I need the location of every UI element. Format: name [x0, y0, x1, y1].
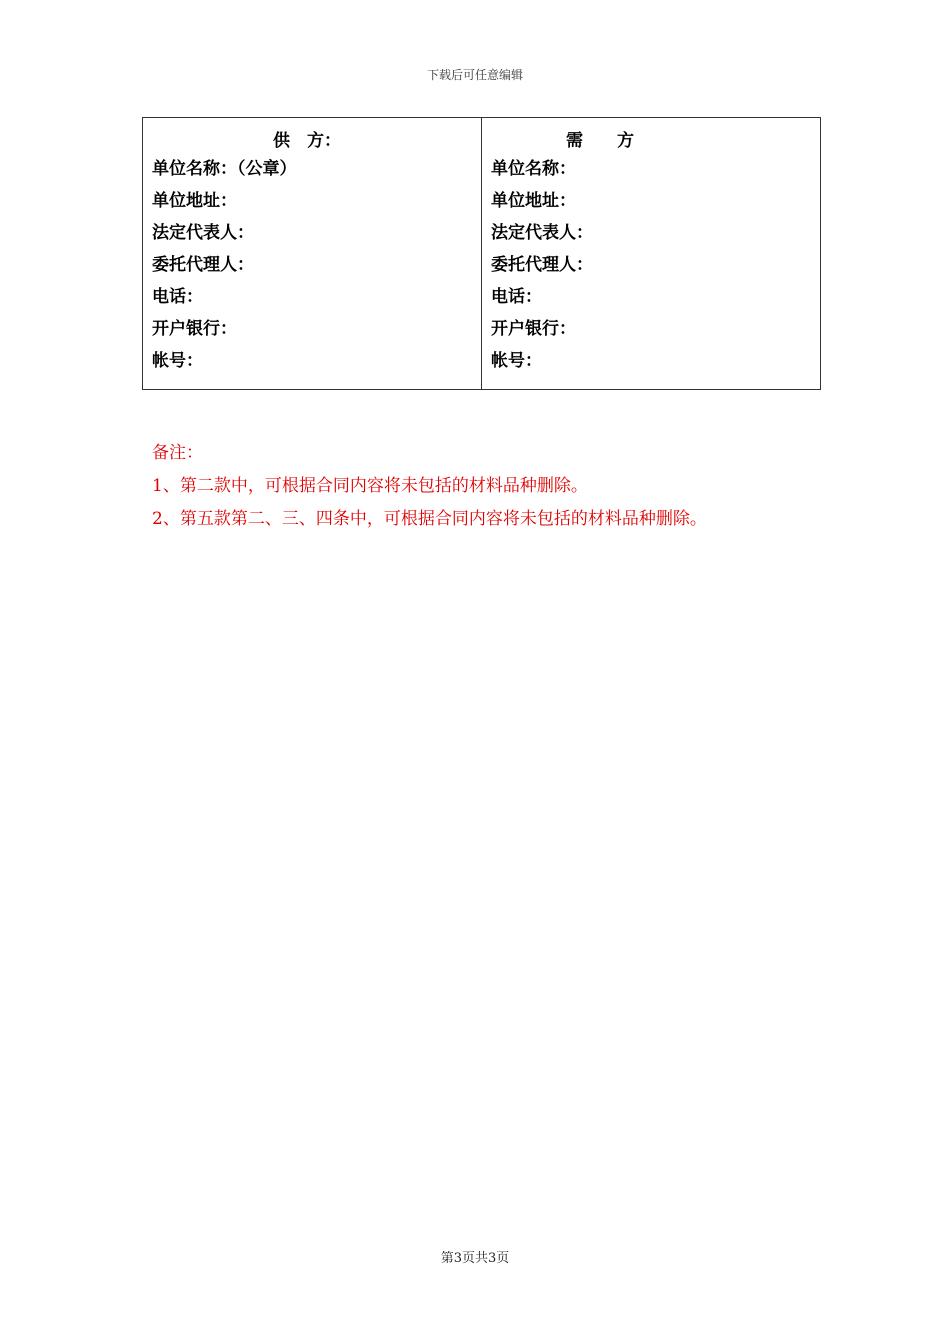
buyer-title: 需 方: [566, 131, 634, 151]
page-header: 下载后可任意编辑: [426, 68, 523, 82]
page-footer: 第3页共3页: [440, 1251, 510, 1266]
buyer-field-bank: 开户银行：: [491, 319, 576, 339]
buyer-field-legal-rep: 法定代表人：: [491, 223, 593, 243]
notes-section: [152, 440, 707, 539]
buyer-field-agent: 委托代理人：: [491, 255, 593, 275]
notes-heading: 备注：: [152, 443, 203, 463]
supplier-column: [143, 118, 481, 389]
supplier-field-address: 单位地址：: [152, 191, 237, 211]
supplier-title: 供 方：: [273, 131, 341, 151]
buyer-field-phone: 电话：: [491, 287, 542, 307]
buyer-field-address: 单位地址：: [491, 191, 576, 211]
buyer-column: [481, 118, 820, 389]
supplier-field-agent: 委托代理人：: [152, 255, 254, 275]
buyer-fields: [491, 156, 593, 380]
party-info-table: [142, 117, 821, 390]
buyer-field-name: 单位名称：: [491, 159, 576, 179]
note-item-2: 2、第五款第二、三、四条中，可根据合同内容将未包括的材料品种删除。: [152, 509, 707, 529]
supplier-field-legal-rep: 法定代表人：: [152, 223, 254, 243]
supplier-field-phone: 电话：: [152, 287, 203, 307]
note-item-1: 1、第二款中，可根据合同内容将未包括的材料品种删除。: [152, 476, 588, 496]
supplier-field-bank: 开户银行：: [152, 319, 237, 339]
supplier-field-account: 帐号：: [152, 351, 203, 371]
buyer-field-account: 帐号：: [491, 351, 542, 371]
supplier-field-name: 单位名称：（公章）: [152, 159, 297, 179]
supplier-fields: [152, 156, 297, 380]
